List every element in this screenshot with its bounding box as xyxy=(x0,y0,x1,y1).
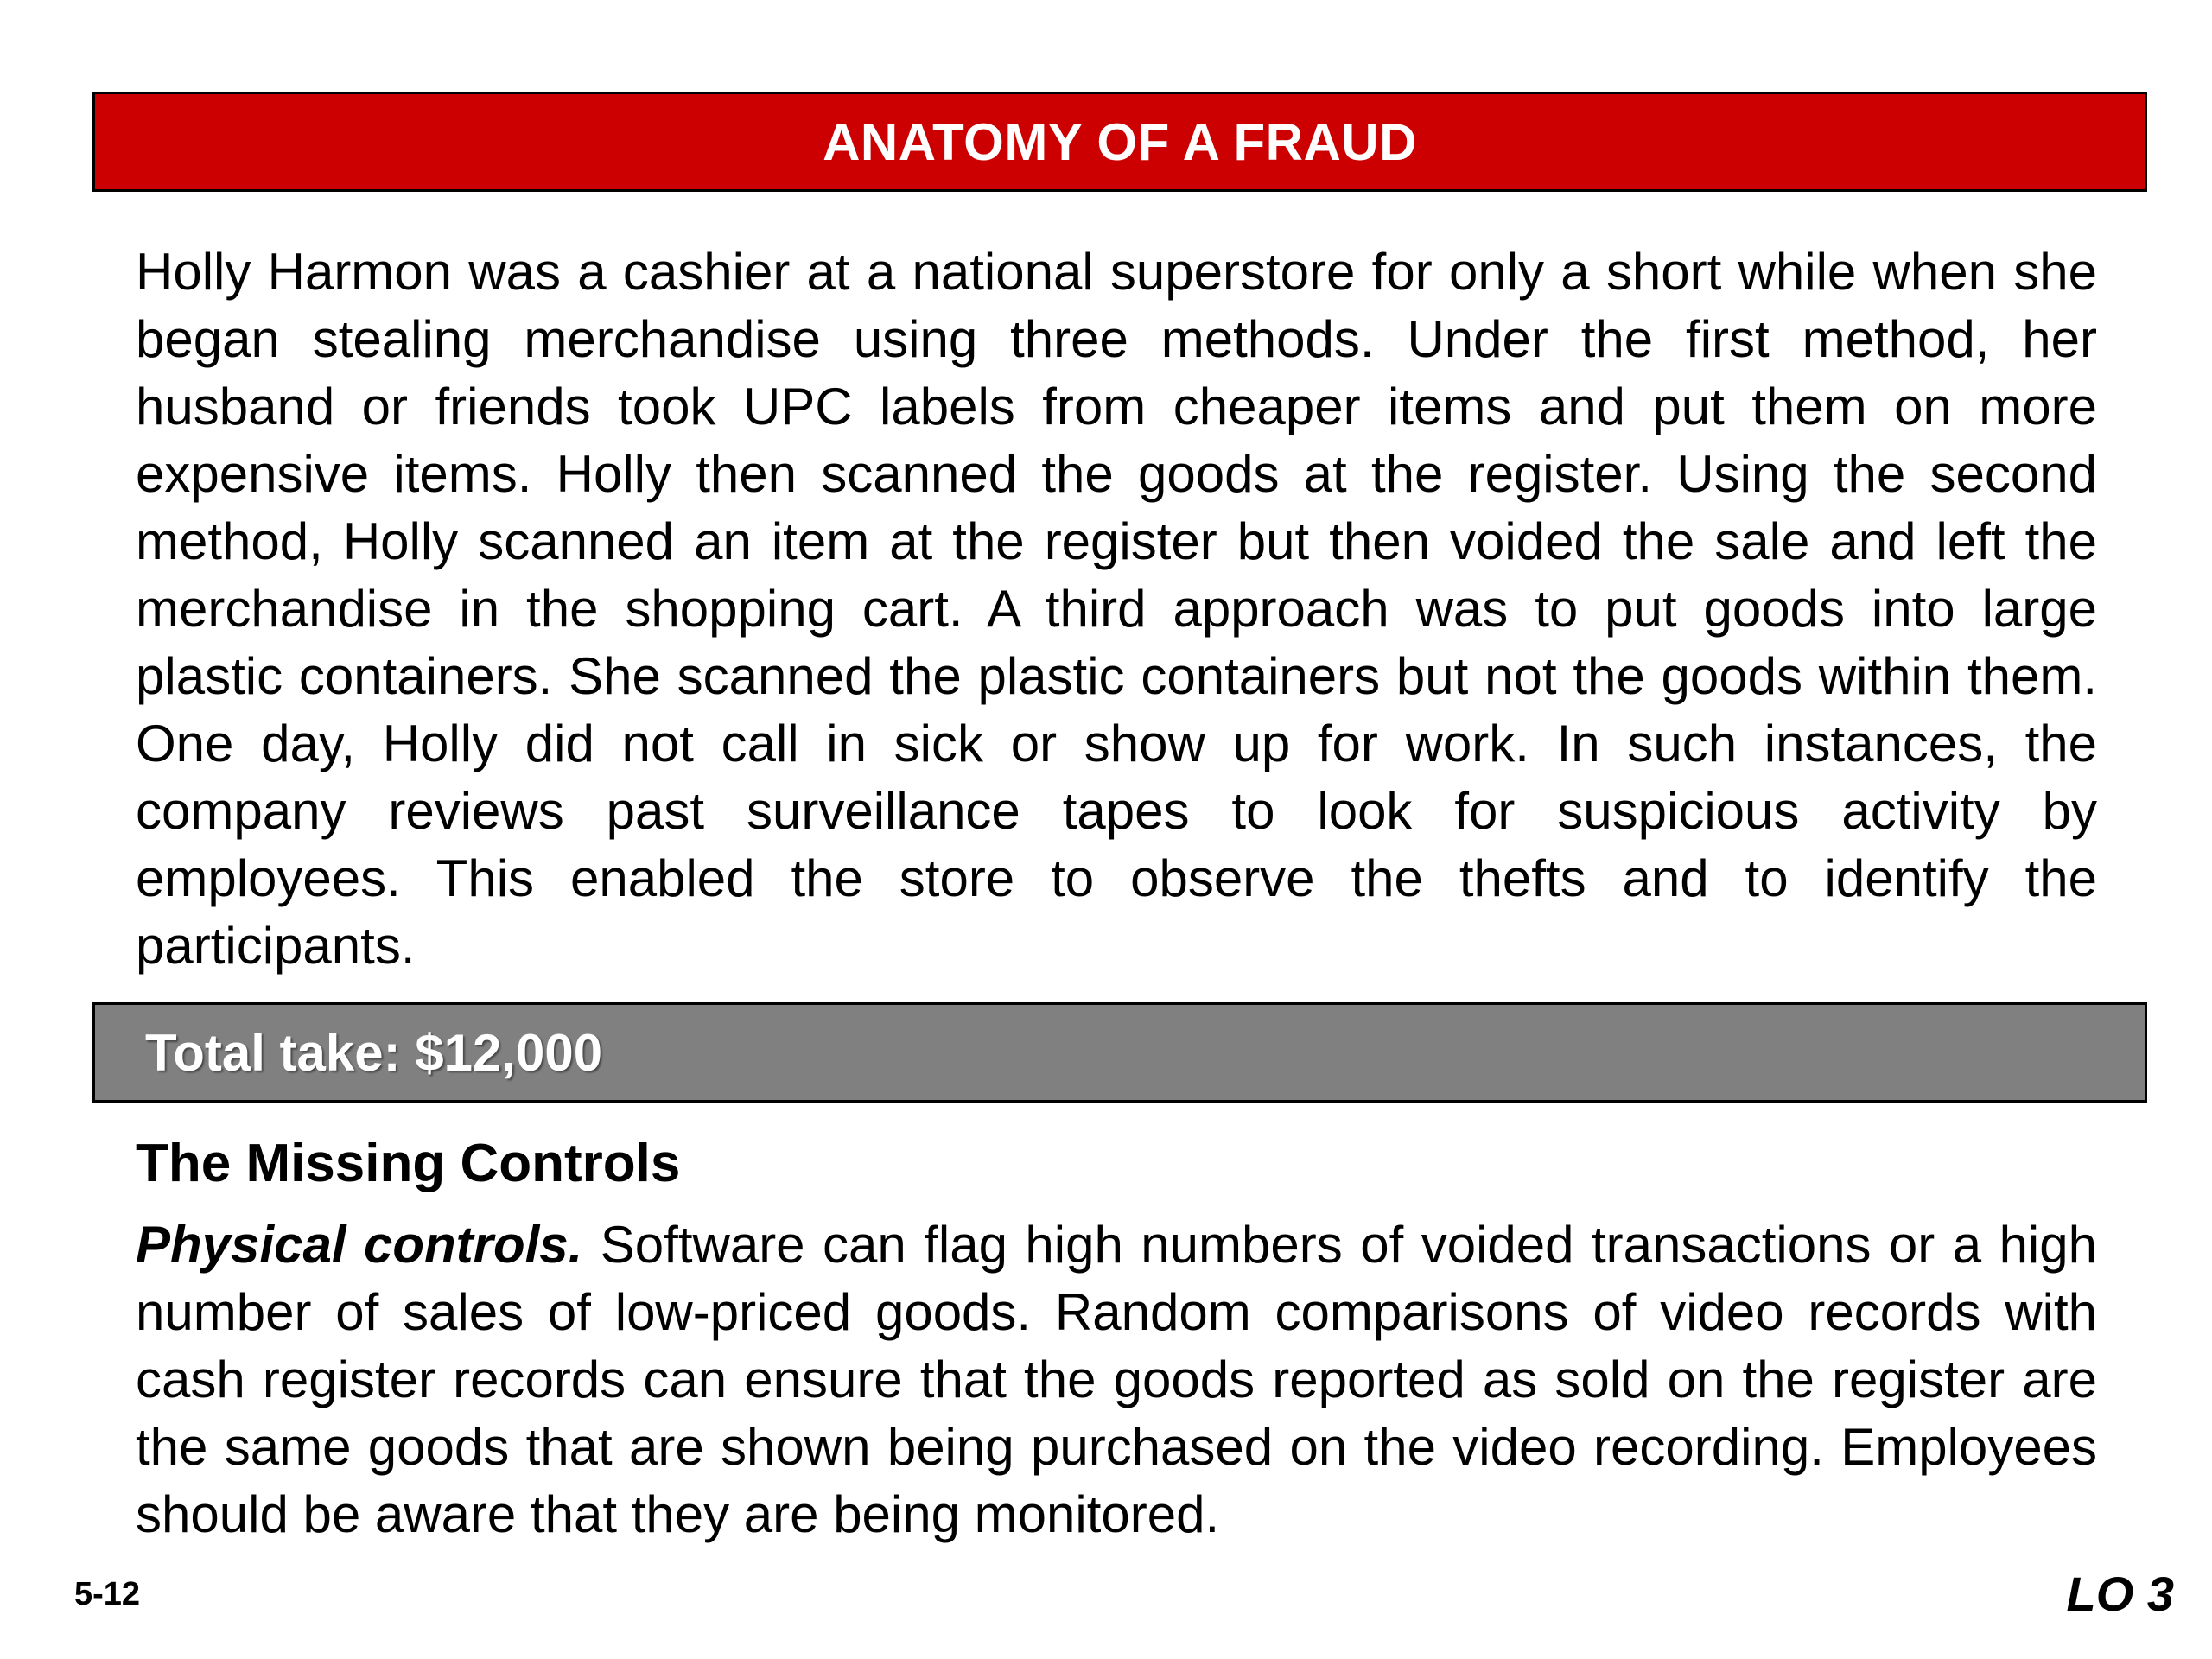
fraud-story-paragraph: Holly Harmon was a cashier at a national superstore for only a short while when she began stealing merchandise using three methods. Under the first method, her husband or friends took UPC labels from cheaper items and put them on more expensive items. Holly then scanned the goods at the register. Using the second method, Holly scanned an item at the register but then voided the sale and left the merchandise in the shopping cart. A third approach was to put goods into large plastic containers. She scanned the plastic containers but not the goods within them. One day, Holly did not call in sick or show up for work. In such instances, the company reviews past surveillance tapes to look for suspicious activity by employees. This enabled the store to observe the thefts and to identify the participants. xyxy=(136,243,2097,975)
total-take-banner xyxy=(92,1002,2147,1103)
physical-controls-lead-in: Physical controls. xyxy=(136,1216,583,1274)
slide-number: 5-12 xyxy=(74,1576,141,1612)
missing-controls-heading: The Missing Controls xyxy=(136,1134,681,1193)
missing-controls-text: Software can flag high numbers of voided transactions or a high number of sales of low-priced goods. Random comparisons of video records with cash register records can ensure that the goods reported as sold on the register are the same goods that are shown being purchased on the video recording. Employees should be aware that they are being monitored. xyxy=(136,1216,2098,1543)
page-title: ANATOMY OF A FRAUD xyxy=(823,112,1417,171)
learning-objective-label: LO 3 xyxy=(2066,1567,2174,1621)
total-take-label: Total take: $12,000 xyxy=(145,1023,603,1082)
missing-controls-paragraph xyxy=(136,1211,2097,1548)
title-banner xyxy=(92,92,2147,192)
